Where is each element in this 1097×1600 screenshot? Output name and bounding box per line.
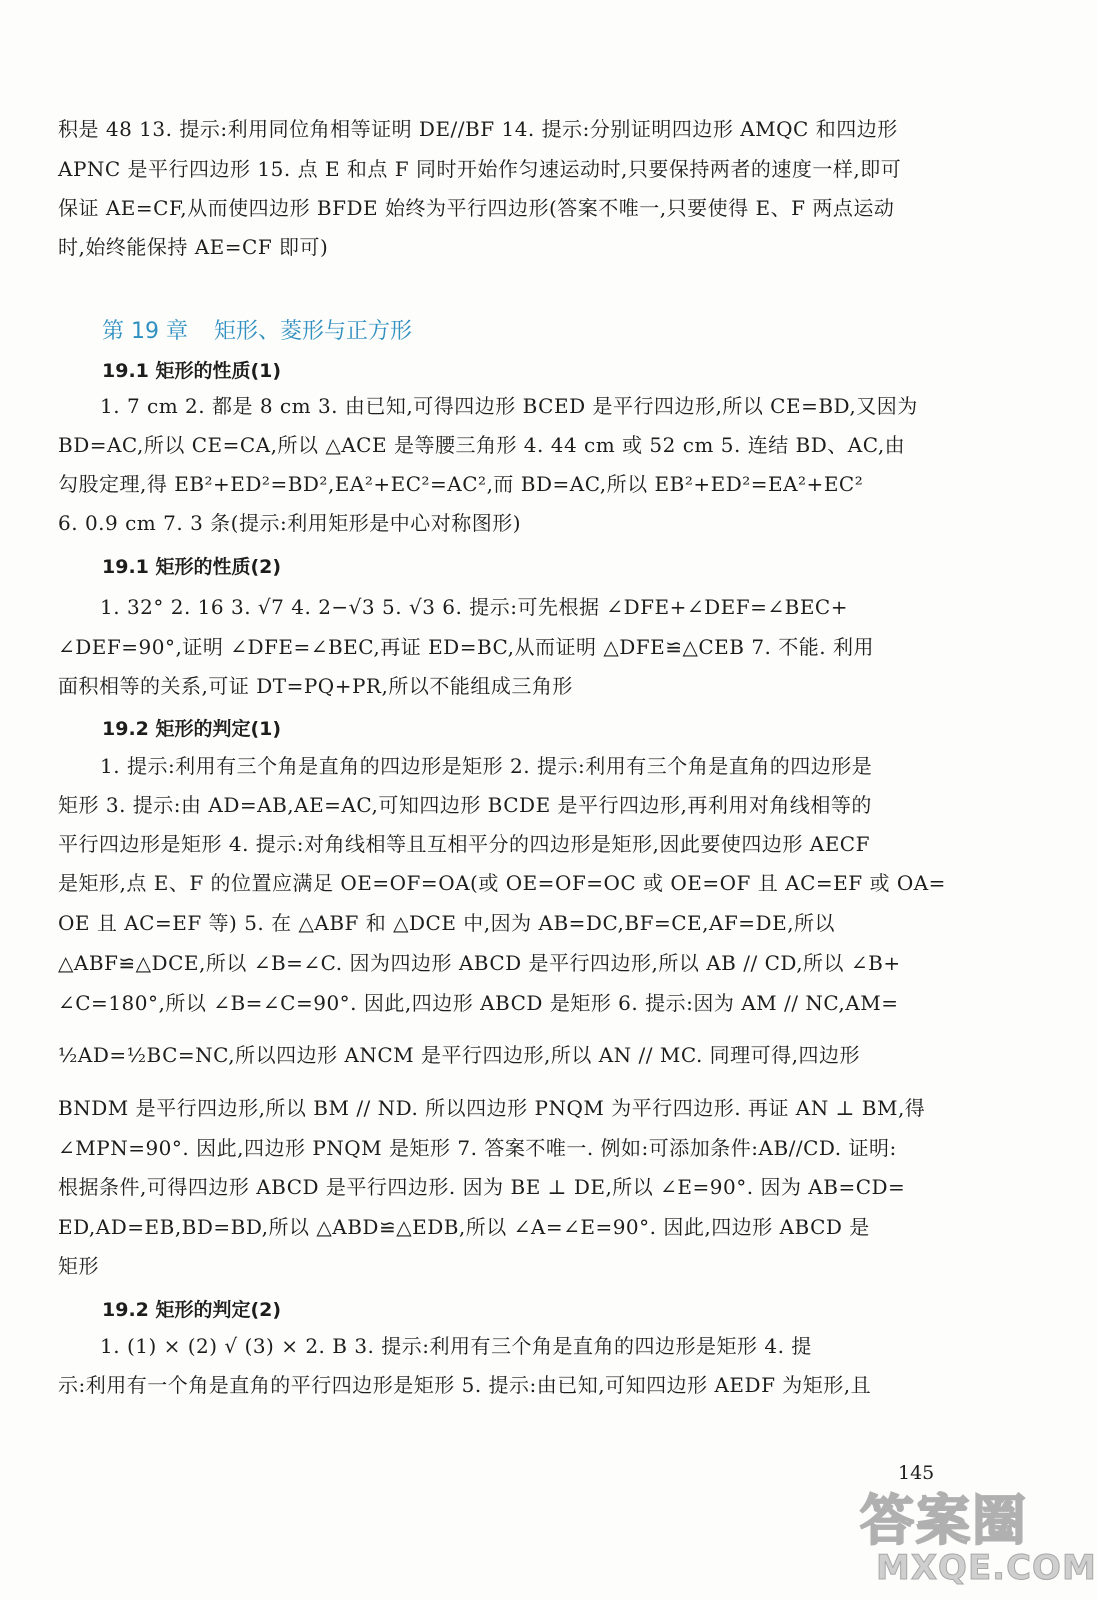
text-line: 是矩形,点 E、F 的位置应满足 OE=OF=OA(或 OE=OF=OC 或 OE=OF 且 AC=EF 或 OA= [58,871,946,895]
chapter-number: 第 19 章 [102,319,188,344]
text-line: 矩形 [58,1254,99,1278]
watermark [836,1478,1097,1596]
text-line: 矩形 3. 提示:由 AD=AB,AE=AC,可知四边形 BCDE 是平行四边形,再利用对角线相等的 [58,793,872,817]
text-line: ∠C=180°,所以 ∠B=∠C=90°. 因此,四边形 ABCD 是矩形 6. 提示:因为 AM // NC,AM= [58,991,899,1015]
text-line: ∠DEF=90°,证明 ∠DFE=∠BEC,再证 ED=BC,从而证明 △DFE≌△CEB 7. 不能. 利用 [58,635,874,659]
text-line: 示:利用有一个角是直角的平行四边形是矩形 5. 提示:由已知,可知四边形 AEDF 为矩形,且 [58,1373,872,1397]
watermark-logo: 答案圈 [860,1489,1028,1552]
text-line: OE 且 AC=EF 等) 5. 在 △ABF 和 △DCE 中,因为 AB=DC,BF=CE,AF=DE,所以 [58,911,836,935]
text-line: 勾股定理,得 EB²+ED²=BD²,EA²+EC²=AC²,而 BD=AC,所以 EB²+ED²=EA²+EC² [58,472,864,496]
text-line: 6. 0.9 cm 7. 3 条(提示:利用矩形是中心对称图形) [58,511,521,535]
text-line: 面积相等的关系,可证 DT=PQ+PR,所以不能组成三角形 [58,674,573,698]
text-line: 1. 7 cm 2. 都是 8 cm 3. 由已知,可得四边形 BCED 是平行四边形,所以 CE=BD,又因为 [100,394,918,418]
text-line: △ABF≌△DCE,所以 ∠B=∠C. 因为四边形 ABCD 是平行四边形,所以 AB // CD,所以 ∠B+ [58,951,901,975]
text-line: ½AD=½BC=NC,所以四边形 ANCM 是平行四边形,所以 AN // MC. 同理可得,四边形 [58,1043,861,1067]
text-line: BD=AC,所以 CE=CA,所以 △ACE 是等腰三角形 4. 44 cm 或 52 cm 5. 连结 BD、AC,由 [58,433,906,457]
section-title: 19.1 矩形的性质(2) [102,556,282,578]
text-line: 平行四边形是矩形 4. 提示:对角线相等且互相平分的四边形是矩形,因此要使四边形 AECF [58,832,870,856]
section-title: 19.2 矩形的判定(2) [102,1299,282,1321]
section-title: 19.1 矩形的性质(1) [102,360,282,382]
chapter-heading [102,314,412,345]
text-line: 时,始终能保持 AE=CF 即可) [58,235,329,259]
text-line: APNC 是平行四边形 15. 点 E 和点 F 同时开始作匀速运动时,只要保持两者的速度一样,即可 [58,157,902,181]
text-line: 1. (1) × (2) √ (3) × 2. B 3. 提示:利用有三个角是直角的四边形是矩形 4. 提 [100,1334,812,1358]
text-line: ∠MPN=90°. 因此,四边形 PNQM 是矩形 7. 答案不唯一. 例如:可添加条件:AB//CD. 证明: [58,1136,897,1160]
text-line: BNDM 是平行四边形,所以 BM // ND. 所以四边形 PNQM 为平行四边形. 再证 AN ⊥ BM,得 [58,1096,926,1120]
text-line: ED,AD=EB,BD=BD,所以 △ABD≌△EDB,所以 ∠A=∠E=90°. 因此,四边形 ABCD 是 [58,1215,870,1239]
page-number: 145 [898,1462,935,1484]
chapter-title: 矩形、菱形与正方形 [213,319,412,344]
text-line: 积是 48 13. 提示:利用同位角相等证明 DE//BF 14. 提示:分别证明四边形 AMQC 和四边形 [58,117,898,141]
text-line: 1. 32° 2. 16 3. √7 4. 2−√3 5. √3 6. 提示:可先根据 ∠DFE+∠DEF=∠BEC+ [100,595,848,619]
watermark-url: MXQE.COM [876,1548,1097,1588]
section-title: 19.2 矩形的判定(1) [102,718,282,740]
text-line: 1. 提示:利用有三个角是直角的四边形是矩形 2. 提示:利用有三个角是直角的四边形是 [100,754,873,778]
text-line: 保证 AE=CF,从而使四边形 BFDE 始终为平行四边形(答案不唯一,只要使得 E、F 两点运动 [58,196,895,220]
text-line: 根据条件,可得四边形 ABCD 是平行四边形. 因为 BE ⊥ DE,所以 ∠E=90°. 因为 AB=CD= [58,1175,906,1199]
